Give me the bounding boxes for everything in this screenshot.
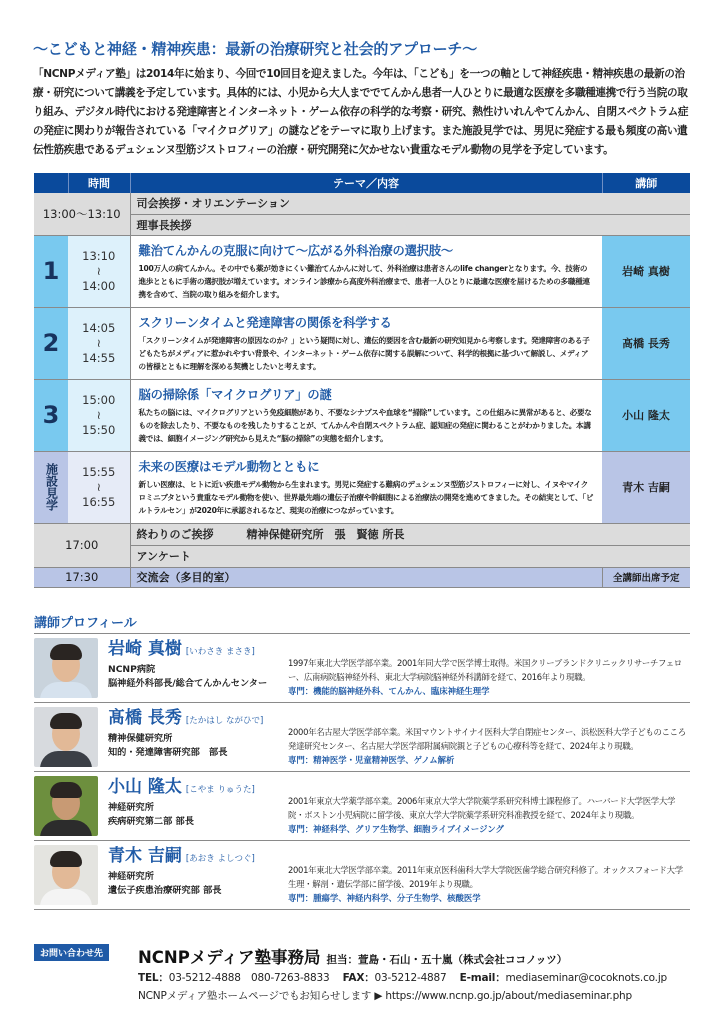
profile-card [34, 771, 690, 840]
closing-item: アンケート [130, 545, 690, 567]
profile-position: 疾病研究第二部 部長 [108, 816, 194, 827]
session-number: 3 [34, 379, 68, 451]
profile-bio [276, 845, 690, 905]
session-row-3 [34, 379, 690, 451]
session-description: 私たちの脳には、マイクログリアという免疫細胞があり、不要なシナプスや血球を“掃除”しています。この仕組みに異常があると、必要なものを除去したり、不要なものを残したりすることが、てんかんや自閉スペクトラム症、認知症の発症に関わることがわかりました。本講義では、細胞イメージング研究から見えた“脳の掃除”の実態を紹介します。 [138, 407, 592, 443]
lecturer-photo [34, 638, 98, 698]
profile-specialty: 専門：精神医学・児童精神医学、ゲノム解析 [288, 755, 455, 765]
profile-kana: [いわさき まさき] [185, 647, 255, 657]
profile-name [108, 638, 276, 663]
profile-affiliation: 精神保健研究所 [108, 733, 173, 744]
opening-time: 13:00〜13:10 [34, 193, 130, 235]
profiles-title: 講師プロフィール [34, 616, 137, 631]
profile-position: 知的・発達障害研究部 部長 [108, 747, 228, 758]
homepage-text: NCNPメディア塾ホームページでもお知らせします ▶ [138, 990, 386, 1002]
closing-row [34, 523, 690, 545]
session-time-sep: ≀ [96, 263, 101, 278]
session-end: 16:55 [82, 494, 116, 509]
session-end: 14:55 [82, 350, 116, 365]
session-start: 13:10 [82, 248, 116, 263]
header-num [34, 173, 68, 193]
header-time: 時間 [68, 173, 130, 193]
session-lecturer: 小山 隆太 [602, 379, 690, 451]
social-note: 全講師出席予定 [602, 567, 690, 587]
office-name-text: NCNPメディア塾事務局 [138, 948, 321, 967]
opening-row [34, 193, 690, 214]
contact-numbers [138, 970, 698, 985]
session-time-sep: ≀ [96, 407, 101, 422]
session-time [68, 451, 130, 523]
profile-specialty: 専門：機能的脳神経外科、てんかん、臨床神経生理学 [288, 686, 490, 696]
session-time-sep: ≀ [96, 335, 101, 350]
schedule-table [34, 173, 690, 588]
office-name [138, 944, 698, 968]
facility-visit-label-text: 施設見学 [44, 463, 59, 511]
session-row-1 [34, 235, 690, 307]
closing-row [34, 545, 690, 567]
profile-name-text: 青木 吉嗣 [108, 846, 182, 866]
session-content [130, 235, 602, 307]
profile-name [108, 845, 276, 870]
profile-affiliation: NCNP病院 [108, 664, 156, 675]
session-number: 2 [34, 307, 68, 379]
profile-kana: [こやま りゅうた] [185, 785, 255, 795]
opening-item: 理事長挨拶 [130, 214, 690, 235]
session-number: 1 [34, 235, 68, 307]
profile-name-text: 小山 隆太 [108, 777, 182, 797]
email-label: E-mail： [459, 972, 506, 984]
profile-affiliation: 神経研究所 [108, 871, 154, 882]
profile-bio [276, 638, 690, 698]
opening-row [34, 214, 690, 235]
schedule-header-row [34, 173, 690, 193]
profile-bio-text: 2001年東京大学薬学部卒業。2006年東京大学大学院薬学系研究科博士課程修了。ハーバード大学医学大学院・ボストン小児病院に留学後、東京大学大学院薬学系研究科准教授を経て、2024年より現職。 [288, 796, 676, 820]
session-title: 未来の医療はモデル動物とともに [138, 459, 320, 474]
header-lecturer: 講師 [602, 173, 690, 193]
lecturer-photo [34, 707, 98, 767]
profile-bio-text: 1997年東北大学医学部卒業。2001年同大学で医学博士取得。米国クリーブランドクリニックリサーチフェロー、広南病院脳神経外科、東北大学病院脳神経外科講師を経て、2016年より現職。 [288, 658, 682, 682]
session-time [68, 235, 130, 307]
session-row-2 [34, 307, 690, 379]
closing-item: 終わりのご挨拶 精神保健研究所 張 賢徳 所長 [130, 523, 690, 545]
profile-specialty: 専門：腫瘍学、神経内科学、分子生物学、核酸医学 [288, 893, 481, 903]
closing-time: 17:00 [34, 523, 130, 567]
session-lecturer: 髙橋 長秀 [602, 307, 690, 379]
profile-card [34, 702, 690, 771]
profile-name-text: 髙橋 長秀 [108, 708, 182, 728]
profile-name [108, 776, 276, 801]
header-topic: テーマ／内容 [130, 173, 602, 193]
profile-info [98, 845, 276, 898]
session-title: 脳の掃除係「マイクログリア」の謎 [138, 387, 332, 402]
profile-name-text: 岩崎 真樹 [108, 639, 182, 659]
tel-number[interactable]: 03-5212-4888 080-7263-8833 [168, 972, 330, 984]
contact-person: 担当：萱島・石山・五十嵐（株式会社ココノッツ） [326, 954, 568, 966]
intro-paragraph: 「NCNPメディア塾」は2014年に始まり、今回で10回目を迎えました。今年は、「こども」を一つの軸として神経疾患・精神疾患の最新の治療・研究について講義を予定しています。具体的には、小児から大人まででてんかん患者一人ひとりに最適な医療を多職種連携で行う当院の取り組み、デジタル時代における発達障害とインターネット・ゲーム依存の科学的な考察・研究、熱性けいれんやてんかん、自閉スペクトラム症の発症に関わりが報告されている「マイクログリア」の謎などをテーマに取り上げます。また施設見学では、男児に発症する最も頻度の高い遺伝性筋疾患であるデュシェンヌ型筋ジストロフィーの治療・研究開発に欠かせない貴重なモデル動物の見学を予定しています。 [33, 68, 689, 156]
session-title: 難治てんかんの克服に向けて〜広がる外科治療の選択肢〜 [138, 243, 454, 258]
session-time-sep: ≀ [96, 479, 101, 494]
intro-section [33, 38, 693, 160]
page-headline: 〜こどもと神経・精神疾患：最新の治療研究と社会的アプローチ〜 [33, 40, 478, 58]
facility-visit-label [34, 451, 68, 523]
session-start: 14:05 [82, 320, 116, 335]
lecturer-photo [34, 845, 98, 905]
contact-details [138, 944, 698, 1003]
session-end: 15:50 [82, 422, 116, 437]
profile-info [98, 638, 276, 691]
fax-label: FAX： [342, 972, 375, 984]
profile-bio [276, 707, 690, 767]
session-content [130, 451, 602, 523]
profile-kana: [たかはし ながひで] [185, 716, 264, 726]
lecturer-photo [34, 776, 98, 836]
contact-badge: お問い合わせ先 [34, 944, 109, 961]
session-time [68, 307, 130, 379]
profile-kana: [あおき よしつぐ] [185, 854, 255, 864]
opening-item: 司会挨拶・オリエンテーション [130, 193, 690, 214]
session-lecturer: 青木 吉嗣 [602, 451, 690, 523]
session-start: 15:00 [82, 392, 116, 407]
tel-label: TEL： [138, 972, 169, 984]
social-row [34, 567, 690, 587]
profile-card [34, 840, 690, 910]
homepage-line [138, 988, 698, 1003]
profiles-list [34, 633, 690, 910]
social-topic: 交流会（多目的室） [130, 567, 602, 587]
facility-visit-row [34, 451, 690, 523]
session-end: 14:00 [82, 278, 116, 293]
profile-position: 遺伝子疾患治療研究部 部長 [108, 885, 222, 896]
profile-affiliation: 神経研究所 [108, 802, 154, 813]
profile-info [98, 776, 276, 829]
session-description: 「スクリーンタイムが発達障害の原因なのか？」という疑問に対し、遺伝的要因を含む最新の研究知見から考察します。発達障害のある子どもたちがメディアに惹かれやすい背景や、インターネット・ゲーム依存に関する誤解について、科学的根拠に基づいて解説し、メディアの皆様とともに理解を深める契機としたいと考えます。 [138, 335, 590, 371]
social-time: 17:30 [34, 567, 130, 587]
profile-name [108, 707, 276, 732]
session-time [68, 379, 130, 451]
session-lecturer: 岩崎 真樹 [602, 235, 690, 307]
profile-info [98, 707, 276, 760]
profile-bio-text: 2001年東北大学医学部卒業。2011年東京医科歯科大学大学院医歯学総合研究科修了。オックスフォード大学生理・解剖・遺伝学部に留学後、2019年より現職。 [288, 865, 683, 889]
profile-card [34, 633, 690, 702]
session-content [130, 379, 602, 451]
session-description: 100万人の病てんかん。その中でも薬が効きにくい難治てんかんに対して、外科治療は患者さんのlife changerとなります。今、技術の進歩とともに手術の選択肢が増えています。オンライン診療から高度外科治療まで、患者一人ひとりに最適な医療を届けるための多職種連携を含めて、当院の取り組みを紹介します。 [138, 263, 590, 299]
session-start: 15:55 [82, 464, 116, 479]
profile-bio-text: 2000年名古屋大学医学部卒業。米国マウントサイナイ医科大学自閉症センター、浜松医科大学子どものこころ発達研究センター、名古屋大学医学部附属病院親と子どもの心療科等を経て、2024年より現職。 [288, 727, 686, 751]
profile-specialty: 専門：神経科学、グリア生物学、細胞ライブイメージング [288, 824, 504, 834]
email-link[interactable]: mediaseminar@cocoknots.co.jp [505, 972, 667, 984]
profile-bio [276, 776, 690, 836]
session-description: 新しい医療は、ヒトに近い疾患モデル動物から生まれます。男児に発症する難病のデュシェンヌ型筋ジストロフィーに対し、イヌやマイクロミニブタという貴重なモデル動物を使い、世界最先端の遺伝子治療や幹細胞による治療法の開発を進めてきました。その結実として、「ビルトラルセン」が2020年に承認されるなど、現実の治療につながっています。 [138, 479, 594, 515]
profile-position: 脳神経外科部長/総合てんかんセンター [108, 678, 268, 689]
session-title: スクリーンタイムと発達障害の関係を科学する [138, 315, 392, 330]
homepage-link[interactable]: https://www.ncnp.go.jp/about/mediaseminar.php [385, 990, 632, 1002]
fax-number: 03-5212-4887 [374, 972, 447, 984]
session-content [130, 307, 602, 379]
